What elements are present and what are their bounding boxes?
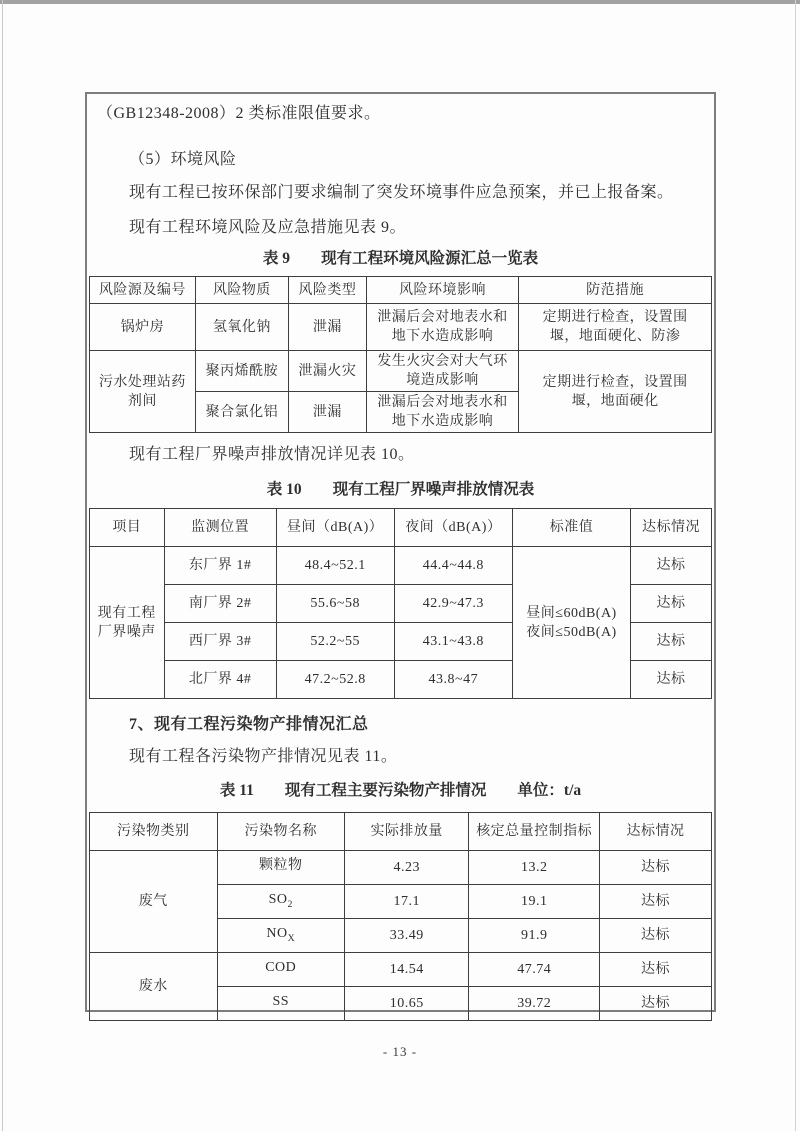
- risk-impact-text: 泄漏后会对地表水和地下水造成影响: [377, 395, 508, 429]
- column-header: 昼间（dB(A)）: [276, 509, 394, 547]
- pollutant-name-text: COD: [265, 959, 297, 975]
- pollutant-quota-cell: 39.72: [469, 987, 600, 1021]
- pollutant-status-cell: 达标: [600, 987, 712, 1021]
- pollutant-quota-cell: 47.74: [469, 953, 600, 987]
- noise-day-cell: 55.6~58: [276, 585, 394, 623]
- paragraph-see-table11: 现有工程各污染物产排情况见表 11。: [129, 748, 398, 765]
- pollutant-quota-cell: 13.2: [469, 851, 600, 885]
- table-header-row: [90, 277, 712, 304]
- table-row: [90, 953, 712, 987]
- table10-caption-label: 表 10: [266, 481, 302, 498]
- column-header: 污染物名称: [217, 813, 345, 851]
- scan-artifact-top-strip: [0, 0, 800, 4]
- column-header: 达标情况: [631, 509, 712, 547]
- pollutant-name-text: NO: [266, 925, 288, 941]
- table-header-row: [90, 813, 712, 851]
- column-header: 污染物类别: [90, 813, 218, 851]
- scan-artifact-right-line: [795, 0, 796, 1131]
- table-9-risk-sources: [89, 276, 712, 433]
- column-header: 风险物质: [195, 277, 288, 304]
- noise-day-cell: 52.2~55: [276, 623, 394, 661]
- risk-measures-cell: [519, 351, 712, 433]
- scan-artifact-left-line: [2, 0, 3, 1131]
- table10-caption-title: 现有工程厂界噪声排放情况表: [332, 481, 535, 498]
- risk-source-cell: [90, 351, 196, 433]
- table11-caption-title: 现有工程主要污染物产排情况: [284, 782, 487, 799]
- pollutant-actual-cell: 4.23: [345, 851, 469, 885]
- noise-location-cell: 东厂界 1#: [164, 547, 276, 585]
- noise-standard-cell: [512, 547, 630, 699]
- risk-substance-cell: 氢氧化钠: [195, 304, 288, 351]
- pollutant-name-subscript: X: [287, 932, 296, 944]
- pollutant-name-subscript: 2: [287, 898, 293, 910]
- table-row: [90, 351, 712, 392]
- risk-measures-text: 定期进行检查，设置围堰，地面硬化: [542, 374, 688, 409]
- pollutant-quota-cell: 19.1: [469, 885, 600, 919]
- risk-measures-cell: [519, 304, 712, 351]
- risk-impact-cell: [366, 392, 518, 433]
- column-header: 夜间（dB(A)）: [394, 509, 512, 547]
- noise-day-cell: 48.4~52.1: [276, 547, 394, 585]
- column-header: 监测位置: [164, 509, 276, 547]
- risk-source-text: 污水处理站药剂间: [98, 374, 186, 409]
- noise-night-cell: 42.9~47.3: [394, 585, 512, 623]
- pollutant-status-cell: 达标: [600, 851, 712, 885]
- paragraph-see-table10: 现有工程厂界噪声排放情况详见表 10。: [129, 446, 415, 463]
- noise-location-cell: 南厂界 2#: [164, 585, 276, 623]
- risk-substance-cell: 聚丙烯酰胺: [195, 351, 288, 392]
- pollutant-name-cell: [217, 987, 345, 1021]
- pollutant-name-text: SO: [268, 891, 288, 907]
- risk-impact-text: 泄漏后会对地表水和地下水造成影响: [377, 310, 508, 344]
- column-header: 风险环境影响: [366, 277, 518, 304]
- page-number: - 13 -: [382, 1044, 418, 1059]
- noise-location-cell: 西厂界 3#: [164, 623, 276, 661]
- table9-caption-title: 现有工程环境风险源汇总一览表: [321, 250, 539, 267]
- table11-unit-label: 单位：t/a: [517, 782, 582, 799]
- paragraph-see-table9: 现有工程环境风险及应急措施见表 9。: [129, 219, 407, 236]
- column-header: 核定总量控制指标: [469, 813, 600, 851]
- column-header: 防范措施: [519, 277, 712, 304]
- risk-impact-cell: [366, 304, 518, 351]
- table-11-pollutants: [89, 812, 712, 1021]
- risk-type-cell: 泄漏: [289, 304, 367, 351]
- table11-caption: [89, 780, 712, 802]
- noise-status-cell: 达标: [631, 547, 712, 585]
- pollutant-status-cell: 达标: [600, 885, 712, 919]
- paragraph-emergency-plan: 现有工程已按环保部门要求编制了突发环境事件应急预案，并已上报备案。: [129, 184, 674, 201]
- risk-impact-text: 发生火灾会对大气环境造成影响: [377, 354, 508, 388]
- pollutant-name-cell: [217, 919, 345, 953]
- pollutant-actual-cell: 17.1: [345, 885, 469, 919]
- table10-caption: [89, 479, 712, 501]
- table-row: [90, 304, 712, 351]
- risk-source-cell: 锅炉房: [90, 304, 196, 351]
- noise-standard-night: 夜间≤50dB(A): [526, 624, 617, 640]
- table-10-noise: [89, 508, 712, 699]
- risk-impact-cell: [366, 351, 518, 392]
- column-header: 达标情况: [600, 813, 712, 851]
- risk-type-cell: 泄漏: [289, 392, 367, 433]
- risk-substance-cell: 聚合氯化铝: [195, 392, 288, 433]
- paragraph-env-risk-heading: （5）环境风险: [129, 151, 237, 168]
- noise-status-cell: 达标: [631, 623, 712, 661]
- column-header: 标准值: [512, 509, 630, 547]
- noise-night-cell: 43.8~47: [394, 661, 512, 699]
- pollutant-name-cell: [217, 885, 345, 919]
- noise-night-cell: 44.4~44.8: [394, 547, 512, 585]
- table-row: [90, 547, 712, 585]
- noise-project-text: 现有工程厂界噪声: [97, 605, 156, 640]
- pollutant-category-cell: 废水: [90, 953, 218, 1021]
- noise-location-cell: 北厂界 4#: [164, 661, 276, 699]
- pollutant-actual-cell: 10.65: [345, 987, 469, 1021]
- pollutant-category-cell: 废气: [90, 851, 218, 953]
- pollutant-name-cell: [217, 851, 345, 885]
- pollutant-quota-cell: 91.9: [469, 919, 600, 953]
- pollutant-status-cell: 达标: [600, 919, 712, 953]
- noise-standard-text: [526, 604, 616, 642]
- document-content-frame: [85, 92, 716, 1012]
- pollutant-name-text: 颗粒物: [259, 857, 303, 873]
- pollutant-name-cell: [217, 953, 345, 987]
- noise-project-cell: [90, 547, 165, 699]
- column-header: 项目: [90, 509, 165, 547]
- risk-measures-text: 定期进行检查，设置围堰，地面硬化、防渗: [542, 310, 688, 344]
- pollutant-status-cell: 达标: [600, 953, 712, 987]
- paragraph-standard-limit: （GB12348-2008）2 类标准限值要求。: [97, 105, 381, 122]
- table-row: [90, 851, 712, 885]
- column-header: 实际排放量: [345, 813, 469, 851]
- noise-standard-day: 昼间≤60dB(A): [526, 605, 617, 621]
- table9-caption-label: 表 9: [262, 250, 291, 267]
- pollutant-actual-cell: 14.54: [345, 953, 469, 987]
- pollutant-name-text: SS: [272, 993, 290, 1009]
- risk-type-cell: 泄漏火灾: [289, 351, 367, 392]
- table11-caption-label: 表 11: [219, 782, 254, 799]
- column-header: 风险源及编号: [90, 277, 196, 304]
- pollutant-actual-cell: 33.49: [345, 919, 469, 953]
- noise-status-cell: 达标: [631, 585, 712, 623]
- table9-caption: [89, 248, 712, 270]
- column-header: 风险类型: [289, 277, 367, 304]
- noise-status-cell: 达标: [631, 661, 712, 699]
- section-7-heading: 7、现有工程污染物产排情况汇总: [129, 716, 369, 733]
- noise-day-cell: 47.2~52.8: [276, 661, 394, 699]
- noise-night-cell: 43.1~43.8: [394, 623, 512, 661]
- table-header-row: [90, 509, 712, 547]
